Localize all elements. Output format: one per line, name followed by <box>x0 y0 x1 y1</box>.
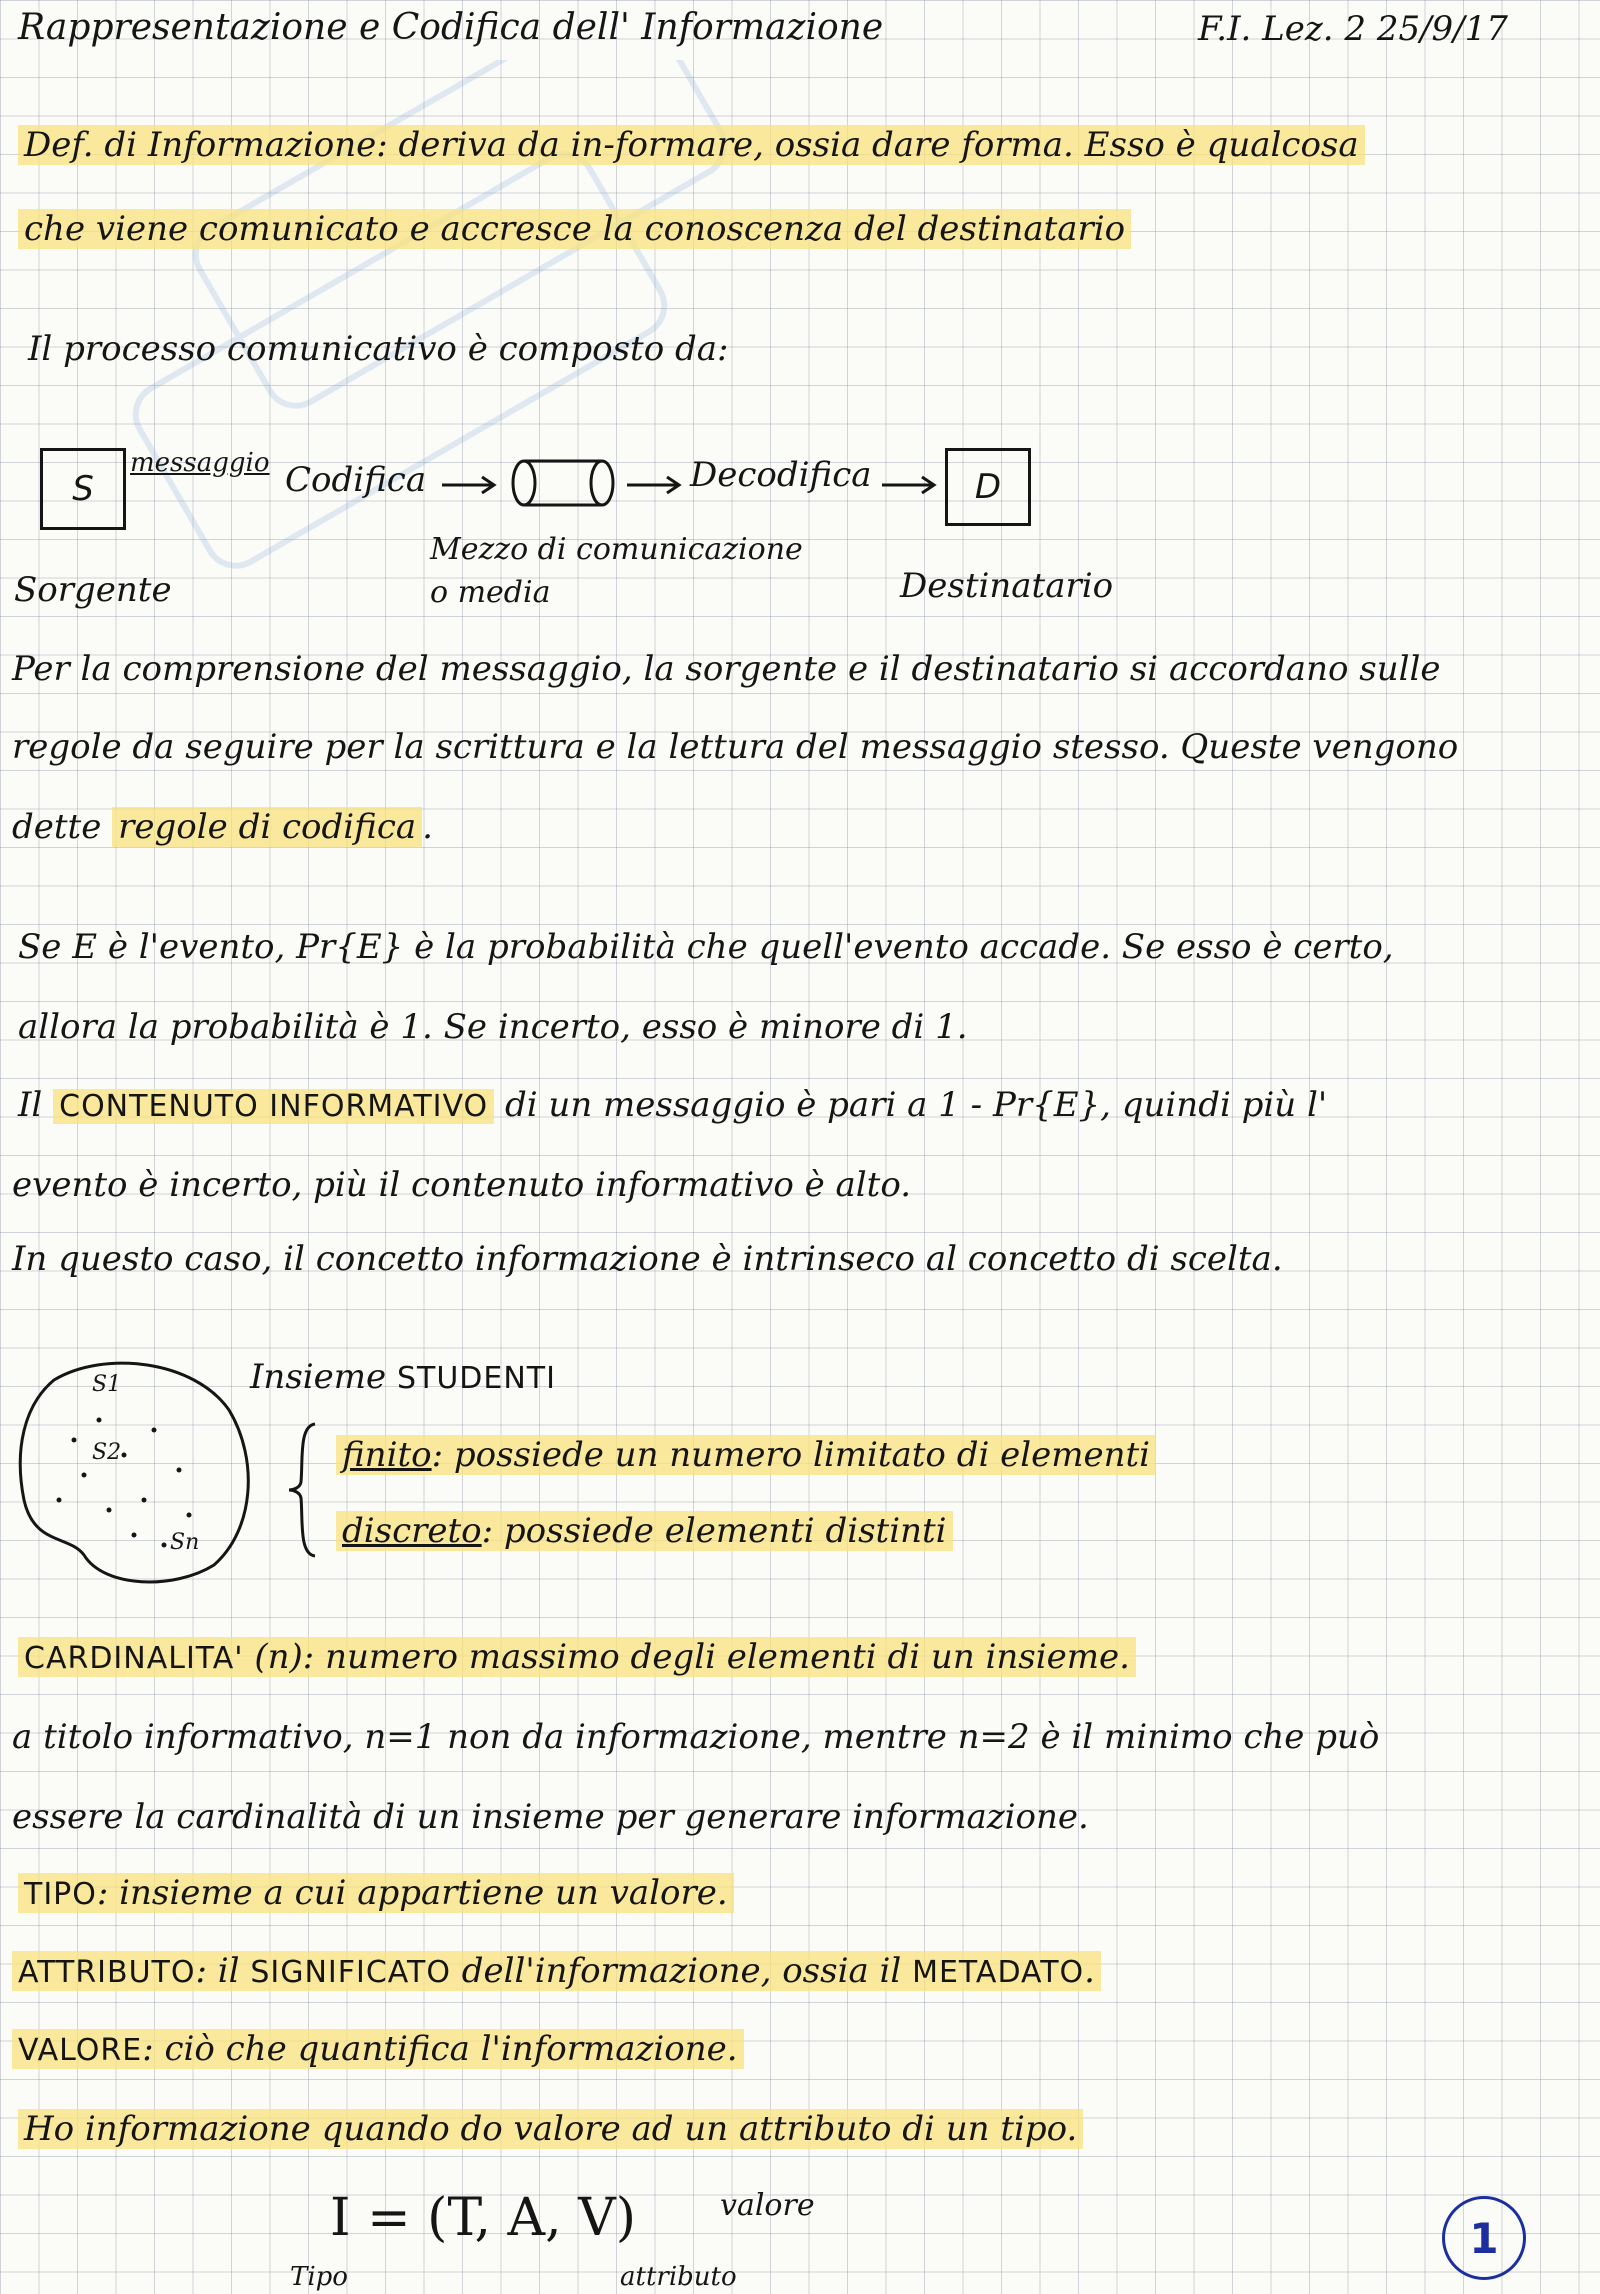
discrete-highlight <box>336 1511 953 1551</box>
set-element-sn: Sn <box>170 1530 200 1555</box>
cardinality-highlight <box>18 1637 1136 1677</box>
attributo-definition-2: dell'informazione, ossia il <box>461 1951 902 1991</box>
rules-line-3-pre: dette <box>12 807 102 847</box>
probability-line-1: Se E è l'evento, Pr{E} è la probabilità che quell'evento accade. Se esso è certo, <box>18 927 1394 967</box>
probability-line-5: In questo caso, il concetto informazione è intrinseco al concetto di scelta. <box>12 1239 1283 1279</box>
source-symbol: S <box>72 469 94 509</box>
discrete-line <box>336 1511 953 1551</box>
rules-line-3-post: . <box>422 807 433 847</box>
significato-term: SIGNIFICATO <box>250 1955 451 1990</box>
probability-line-4: evento è incerto, più il contenuto informativo è alto. <box>12 1165 912 1205</box>
destination-label: Destinatario <box>900 566 1114 606</box>
finite-highlight <box>336 1435 1156 1475</box>
valore-line <box>12 2029 744 2069</box>
cardinality-term: CARDINALITA' <box>24 1641 244 1676</box>
decode-label: Decodifica <box>690 455 872 495</box>
curly-brace-icon <box>285 1420 321 1560</box>
definition-text-1: Def. di Informazione: deriva da in-formare, ossia dare forma. Esso è qualcosa <box>18 125 1365 165</box>
valore-definition: : ciò che quantifica l'informazione. <box>142 2029 738 2069</box>
message-label: messaggio <box>130 448 270 478</box>
discrete-definition: : possiede elementi distinti <box>481 1511 947 1551</box>
arrow-icon-3 <box>880 470 940 500</box>
formula-tipo-label: Tipo <box>290 2262 348 2292</box>
formula-valore-label: valore <box>720 2188 815 2223</box>
finite-term: finito <box>342 1435 432 1475</box>
valore-highlight <box>12 2029 744 2069</box>
tipo-highlight <box>18 1873 734 1913</box>
medium-cylinder-icon <box>510 455 620 511</box>
set-element-s1: S1 <box>92 1372 122 1397</box>
set-diagram <box>14 1350 254 1590</box>
definition-line-2 <box>18 209 1131 249</box>
attributo-line <box>12 1951 1101 1991</box>
valore-term: VALORE <box>18 2033 143 2068</box>
cardinality-line-1 <box>18 1637 1136 1677</box>
set-title-pre: Insieme <box>250 1357 387 1397</box>
definition-line-1 <box>18 125 1365 165</box>
metadato-term: METADATO <box>912 1955 1085 1990</box>
set-title <box>250 1357 556 1397</box>
source-label: Sorgente <box>14 570 172 610</box>
arrow-icon-1 <box>440 470 500 500</box>
probability-line-3 <box>18 1085 1328 1125</box>
medium-label-1: Mezzo di comunicazione <box>430 532 803 567</box>
page-title: Rappresentazione e Codifica dell' Informazione <box>18 7 884 48</box>
probability-line-2: allora la probabilità è 1. Se incerto, esso è minore di 1. <box>18 1007 968 1047</box>
discrete-term: discreto <box>342 1511 482 1551</box>
rules-highlight: regole di codifica <box>112 807 422 847</box>
cardinality-line-3: essere la cardinalità di un insieme per generare informazione. <box>12 1797 1089 1837</box>
encode-label: Codifica <box>285 460 427 500</box>
formula: I = (T, A, V) <box>330 2188 637 2248</box>
destination-box <box>945 448 1031 526</box>
lecture-meta: F.I. Lez. 2 25/9/17 <box>1198 9 1508 49</box>
destination-symbol: D <box>974 467 1002 507</box>
tipo-definition: : insieme a cui appartiene un valore. <box>96 1873 728 1913</box>
attributo-term: ATTRIBUTO <box>18 1955 196 1990</box>
probability-line-3-pre: Il <box>18 1085 43 1125</box>
source-box <box>40 448 126 530</box>
information-content-term: CONTENUTO INFORMATIVO <box>53 1089 494 1124</box>
finite-definition: : possiede un numero limitato di elementi <box>431 1435 1151 1475</box>
formula-attributo-label: attributo <box>620 2262 737 2292</box>
summary-highlight: Ho informazione quando do valore ad un attributo di un tipo. <box>18 2109 1083 2149</box>
rules-line-3 <box>12 807 433 847</box>
set-title-caps: STUDENTI <box>396 1361 556 1396</box>
finite-line <box>336 1435 1156 1475</box>
set-element-s2: S2 <box>92 1440 122 1465</box>
attributo-definition-1: : il <box>195 1951 240 1991</box>
medium-label-2: o media <box>430 575 551 610</box>
page-number-badge <box>1442 2196 1526 2280</box>
tipo-term: TIPO <box>24 1877 97 1912</box>
process-intro: Il processo comunicativo è composto da: <box>28 329 729 369</box>
tipo-line <box>18 1873 734 1913</box>
page-number: 1 <box>1469 2213 1499 2263</box>
definition-text-2: che viene comunicato e accresce la conoscenza del destinatario <box>18 209 1131 249</box>
rules-line-2: regole da seguire per la scrittura e la lettura del messaggio stesso. Queste vengono <box>12 727 1459 767</box>
arrow-icon-2 <box>625 470 685 500</box>
attributo-highlight: ATTRIBUTO: il SIGNIFICATO dell'informazione, ossia il METADATO. <box>12 1951 1101 1991</box>
summary-line <box>18 2109 1083 2149</box>
probability-line-3-post: di un messaggio è pari a 1 - Pr{E}, quindi più l' <box>504 1085 1328 1125</box>
cardinality-line-2: a titolo informativo, n=1 non da informazione, mentre n=2 è il minimo che può <box>12 1717 1380 1757</box>
cardinality-definition: (n): numero massimo degli elementi di un insieme. <box>254 1637 1130 1677</box>
rules-line-1: Per la comprensione del messaggio, la sorgente e il destinatario si accordano sulle <box>12 649 1441 689</box>
